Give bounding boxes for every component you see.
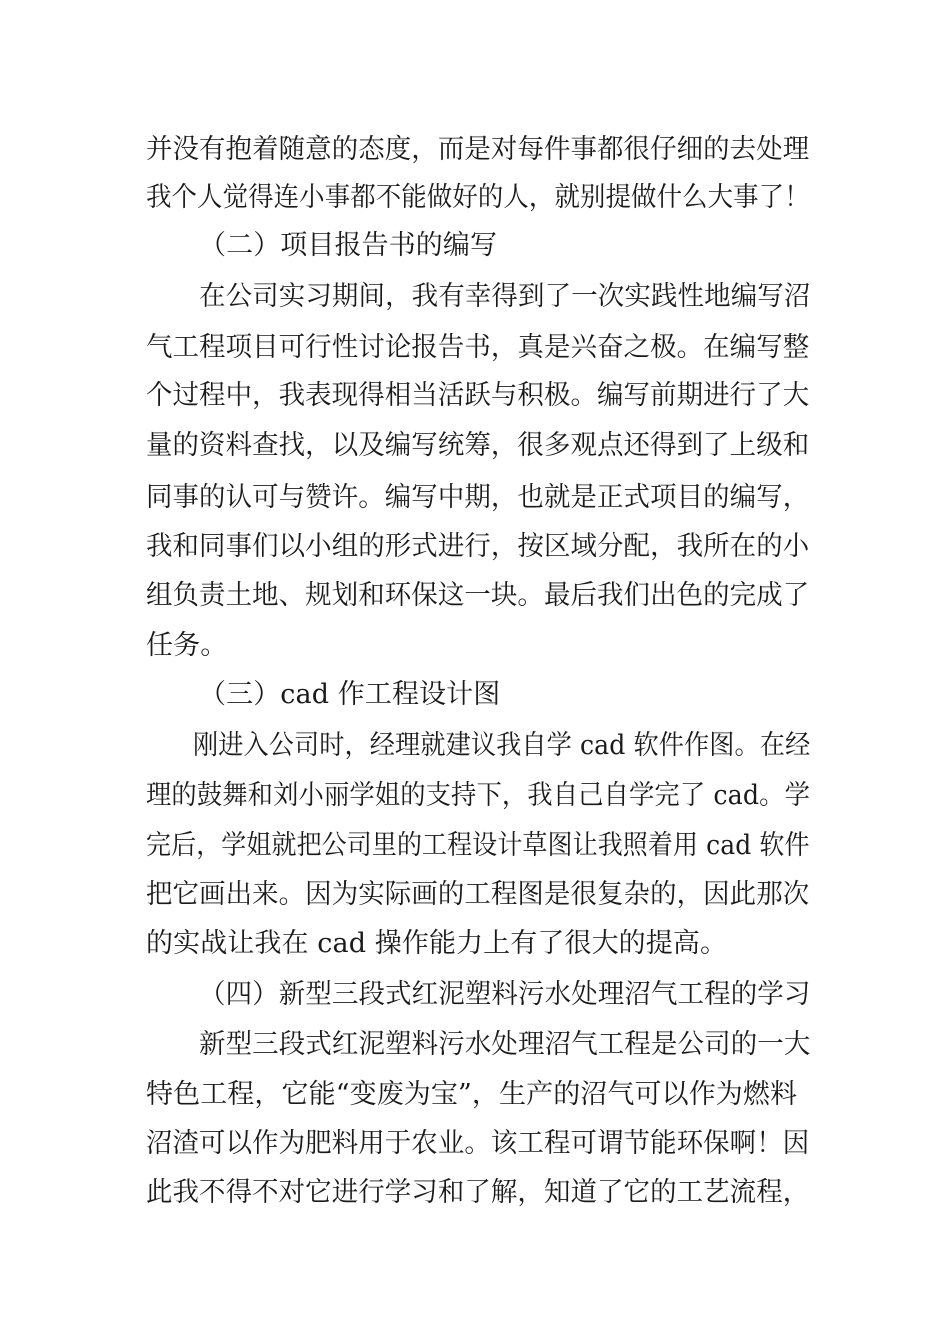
body-line: 我和同事们以小组的形式进行，按区域分配，我所在的小 bbox=[146, 531, 810, 562]
paragraph-first-line: 在公司实习期间，我有幸得到了一次实践性地编写沼 bbox=[199, 281, 811, 312]
body-line: 把它画出来。因为实际画的工程图是很复杂的，因此那次 bbox=[146, 879, 810, 910]
body-line: 理的鼓舞和刘小丽学姐的支持下，我自己自学完了 cad。学 bbox=[146, 780, 811, 811]
body-line: 同事的认可与赞许。编写中期，也就是正式项目的编写， bbox=[146, 482, 810, 513]
body-line: 量的资料查找，以及编写统筹，很多观点还得到了上级和 bbox=[146, 430, 810, 461]
body-line: 我个人觉得连小事都不能做好的人，就别提做什么大事了！ bbox=[146, 182, 810, 213]
body-line: 的实战让我在 cad 操作能力上有了很大的提高。 bbox=[146, 928, 728, 959]
section-heading-2: （二）项目报告书的编写 bbox=[199, 230, 498, 261]
body-line: 并没有抱着随意的态度，而是对每件事都很仔细的去处理 bbox=[146, 134, 810, 165]
body-line: 完后，学姐就把公司里的工程设计草图让我照着用 cad 软件 bbox=[146, 830, 810, 861]
body-line: 此我不得不对它进行学习和了解，知道了它的工艺流程， bbox=[146, 1177, 810, 1208]
section-heading-3: （三）cad 作工程设计图 bbox=[199, 679, 501, 710]
paragraph-first-line: 新型三段式红泥塑料污水处理沼气工程是公司的一大 bbox=[199, 1029, 811, 1060]
body-line: 任务。 bbox=[146, 630, 228, 661]
body-line: 组负责土地、规划和环保这一块。最后我们出色的完成了 bbox=[146, 580, 810, 611]
section-heading-4: （四）新型三段式红泥塑料污水处理沼气工程的学习 bbox=[199, 979, 811, 1010]
paragraph-first-line: 刚进入公司时，经理就建议我自学 cad 软件作图。在经 bbox=[193, 730, 811, 761]
body-line: 沼渣可以作为肥料用于农业。该工程可谓节能环保啊！因 bbox=[146, 1128, 810, 1159]
body-line: 特色工程，它能“变废为宝”，生产的沼气可以作为燃料 bbox=[146, 1079, 798, 1110]
body-line: 个过程中，我表现得相当活跃与积极。编写前期进行了大 bbox=[146, 380, 810, 411]
body-line: 气工程项目可行性讨论报告书，真是兴奋之极。在编写整 bbox=[146, 332, 810, 363]
